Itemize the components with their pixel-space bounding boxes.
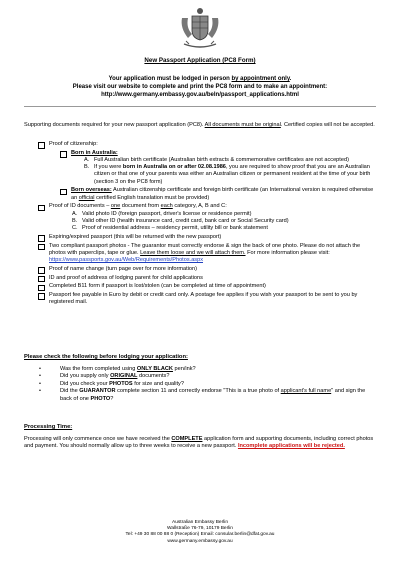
checkbox[interactable] (38, 267, 45, 274)
footer-address: Wallstraße 76-79, 10179 Berlin (167, 526, 233, 532)
checkbox[interactable] (38, 235, 45, 242)
checklist-item-lodging-parent: ID and proof of address of lodging parent for child applications (24, 275, 376, 282)
check-item-photos: • Did you check your PHOTOS for size and quality? (39, 380, 184, 387)
check-item-original-docs: • Did you supply only ORIGINAL documents? (39, 373, 170, 380)
pre-lodging-checks (24, 366, 376, 403)
checkbox[interactable] (38, 285, 45, 292)
checkbox[interactable] (38, 142, 45, 149)
page-title: New Passport Application (PC8 Form) (144, 57, 256, 64)
checklist-item-id-documents: Proof of ID documents – one document from each category, A, B and C: (24, 203, 376, 210)
checklist-item-b11-form: Completed B11 form if passport is lost/stolen (can be completed at time of appointment) (24, 283, 376, 290)
checkbox[interactable] (38, 244, 45, 251)
requirements-text: Supporting documents required for your new passport application (PC8). All documents must be original. Certified copies will not be accepted. (24, 122, 375, 128)
checkbox[interactable] (38, 276, 45, 283)
checkbox[interactable] (60, 189, 67, 196)
processing-text: Processing will only commence once we have received the COMPLETE application form and supporting documents, including correct photos and payment. You should normally allow up to three weeks to receive a new passport. Incomplete applications will be rejected. (24, 436, 374, 450)
bullet-icon: • (39, 388, 41, 395)
id-sub-item-b: B. Valid other ID (health insurance card, credit card, bank card or Social Security card) (72, 217, 289, 224)
id-sub-item-a: A. Valid photo ID (foreign passport, driver's license or residence permit) (72, 210, 252, 217)
checklist-item-citizenship: Proof of citizenship: (24, 141, 376, 148)
sub-item-a: A. Full Australian birth certificate (Australian birth extracts & commemorative certificates are not accepted) (84, 157, 349, 163)
processing-heading: Processing Time: (24, 424, 73, 430)
photos-requirements-link[interactable]: https://www.passports.gov.au/Web/Requirements/Photos.aspx (49, 257, 204, 264)
checkbox[interactable] (38, 293, 45, 300)
check-item-guarantor: • Did the GUARANTOR complete section 11 and correctly endorse "This is a true photo of applicant's full name" and sign the back of one PHOTO? (39, 388, 366, 402)
rejection-warning: Incomplete applications will be rejected. (237, 443, 345, 450)
appointment-link: by appointment only (231, 76, 290, 82)
checklist-item-born-overseas: Born overseas: Australian citizenship certificate and foreign birth certificate (an International version is required otherwise an official certified English translation must be provided) (24, 187, 376, 201)
intro-text: Your application must be lodged in person by appointment only. Please visit our website to complete and print the PC8 form and to make an appointment: http://www.germany.embassy.gov.au/beln/passport_applications.html (24, 75, 376, 99)
check-heading: Please check the following before lodging your application: (24, 354, 188, 360)
bullet-icon: • (39, 380, 41, 387)
coat-of-arms-icon (176, 4, 224, 52)
check-item-black-pen: • Was the form completed using ONLY BLACK pen/ink? (39, 366, 196, 372)
checklist-item-expiring-passport: Expiring/expired passport (this will be returned with the new passport) (24, 234, 376, 241)
footer-embassy-name: Australian Embassy Berlin (172, 520, 228, 525)
id-sub-item-c: C. Proof of residential address – residency permit, utility bill or bank statement (72, 225, 268, 232)
checklist-item-passport-fee: Passport fee payable in Euro by debit or credit card only. A postage fee applies if you wish your passport to be sent to you by registered mail. (24, 292, 376, 306)
bullet-icon: • (39, 366, 41, 372)
footer-website[interactable]: www.germany.embassy.gov.au (167, 538, 233, 544)
footer-contact: Tel: +49 30 88 00 88 0 (Reception) Email: consular.berlin@dfat.gov.au (125, 532, 275, 538)
checklist-item-born-in-australia: Born in Australia: (24, 150, 376, 157)
document-checklist (24, 141, 376, 307)
embassy-footer (0, 520, 400, 545)
divider (24, 106, 376, 107)
website-url[interactable]: http://www.germany.embassy.gov.au/beln/passport_applications.html (101, 92, 299, 98)
bullet-icon: • (39, 373, 41, 380)
checklist-item-name-change: Proof of name change (turn page over for more information) (24, 266, 376, 273)
checklist-item-photos: Two compliant passport photos - The guarantor must correctly endorse & sign the back of one photo. Please do not attach the photos with paperclips, tape or glue. Leave them loose and we will attach them. For more information please visit: https://www.passports.gov.au/Web/Requirements/Photos.aspx (24, 243, 376, 265)
sub-item-b: B. If you were born in Australia on or after 02.08.1986, you are required to show proof that you are an Australian citizen or that one of your parents was either an Australian citizen or permanent resident at the time of your birth (section 3 on the PC8 form) (84, 164, 371, 185)
